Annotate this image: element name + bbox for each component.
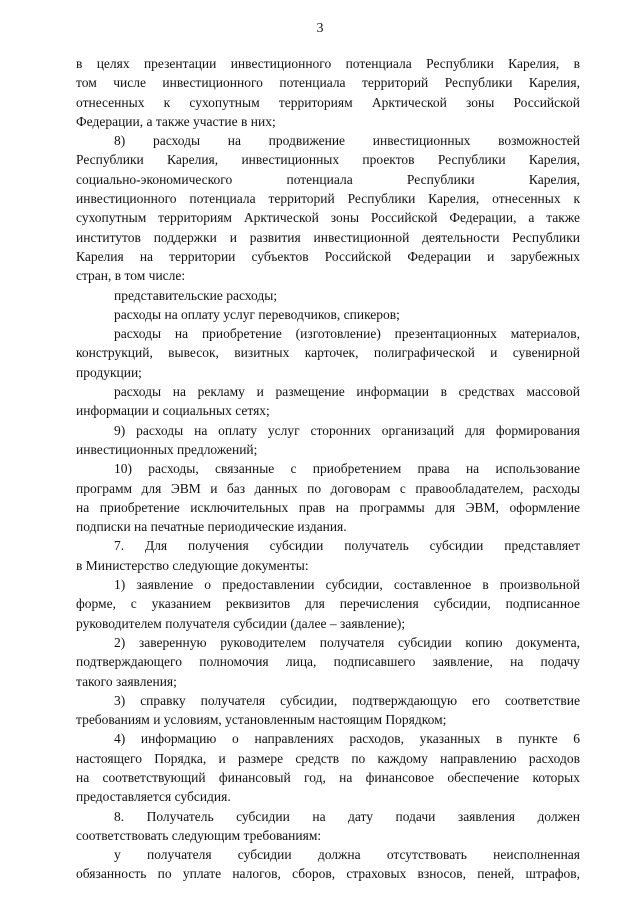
document-body [76,54,580,884]
text-line: представительские расходы; [114,287,278,303]
text-line: подписки на печатные периодические издания. [76,519,347,535]
text-line: настоящего Порядка, и размере средств по каждому направлению расходов [76,750,580,766]
text-line: в целях презентации инвестиционного потенциала Республики Карелия, в [76,56,580,71]
text-line: на соответствующий финансовый год, на финансовое обеспечение которых [76,769,580,785]
text-line: предоставляется субсидия. [76,789,231,805]
text-line: расходы на рекламу и размещение информации в средствах массовой [114,384,580,400]
text-line: Федерации, а также участие в них; [76,113,276,129]
text-line: 7. Для получения субсидии получатель субсидии представляет [114,538,580,554]
text-line: у получателя субсидии должна отсутствовать неисполненная [114,847,580,863]
text-line: требованиям и условиям, установленным настоящим Порядком; [76,712,447,728]
text-line: Карелия на территории субъектов Российской Федерации и зарубежных [76,248,580,264]
page-number: 3 [316,21,324,36]
text-line: Республики Карелия, инвестиционных проектов Республики Карелия, [76,152,580,168]
text-line: 3) справку получателя субсидии, подтверждающую его соответствие [114,692,580,708]
text-line: социально-экономического потенциала Республики Карелия, [76,171,580,187]
text-line: стран, в том числе: [76,268,186,284]
text-line: отнесенных к сухопутным территориям Арктической зоны Российской [76,94,580,110]
text-line: сухопутным территориям Арктической зоны Российской Федерации, а также [76,210,580,226]
text-line: 10) расходы, связанные с приобретением права на использование [114,461,580,477]
text-line: том числе инвестиционного потенциала территорий Республики Карелия, [76,75,580,91]
text-line: в Министерство следующие документы: [76,557,309,573]
text-line: продукции; [76,364,142,380]
text-line: на приобретение исключительных прав на программы для ЭВМ, оформление [76,499,580,515]
text-line: инвестиционного потенциала территорий Республики Карелия, отнесенных к [76,191,580,207]
text-line: 1) заявление о предоставлении субсидии, составленное в произвольной [114,577,580,593]
text-line: институтов поддержки и развития инвестиционной деятельности Республики [76,229,580,245]
text-line: соответствовать следующим требованиям: [76,827,322,843]
text-line: 8) расходы на продвижение инвестиционных возможностей [114,133,580,149]
text-line: подтверждающего полномочия лица, подписавшего заявление, на подачу [76,654,580,670]
text-line: конструкций, вывесок, визитных карточек, полиграфической и сувенирной [76,345,580,361]
text-line: программ для ЭВМ и баз данных по договорам с правообладателем, расходы [76,480,580,496]
text-line: информации и социальных сетях; [76,403,270,419]
text-line: 4) информацию о направлениях расходов, указанных в пункте 6 [114,731,580,747]
text-line: расходы на приобретение (изготовление) презентационных материалов, [114,326,580,342]
text-line: 8. Получатель субсидии на дату подачи заявления должен [114,808,580,824]
text-line: форме, с указанием реквизитов для перечисления субсидии, подписанное [76,596,580,612]
text-line: инвестиционных предложений; [76,441,258,457]
text-line: расходы на оплату услуг переводчиков, спикеров; [114,306,400,322]
text-line: руководителем получателя субсидии (далее – заявление); [76,615,406,631]
text-line: 9) расходы на оплату услуг сторонних организаций для формирования [114,422,580,438]
text-line: 2) заверенную руководителем получателя субсидии копию документа, [114,634,580,650]
text-line: такого заявления; [76,673,177,689]
text-line: обязанность по уплате налогов, сборов, страховых взносов, пеней, штрафов, [76,866,580,882]
